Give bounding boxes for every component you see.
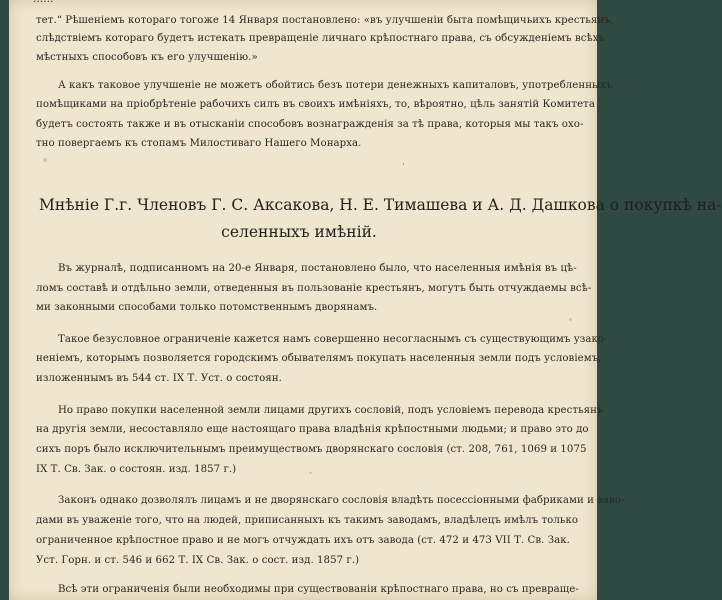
para2-line3: будетъ состоять также и въ отысканіи способовъ вознагражденія за тѣ права, которыя мы такъ охо- — [36, 119, 584, 130]
para1-line3: мѣстныхъ способовъ къ его улучшенію.» — [36, 52, 258, 63]
para6-line2: дами въ уваженіе того, что на людей, приписанныхъ къ такимъ заводамъ, владѣлецъ имѣлъ только — [36, 515, 579, 526]
para1-line2: слѣдствіемъ котораго будетъ истекать превращеніе личнаго крѣпостнаго права, съ обсужденіемъ всѣхъ — [36, 33, 606, 44]
para2-line1: А какъ таковое улучшеніе не можетъ обойтись безъ потери денежныхъ капиталовъ, употребленныхъ — [58, 80, 613, 91]
para5-line2: на другія земли, несоставляло еще настоящаго права владѣнія крѣпостными людьми; и право это до — [36, 424, 589, 435]
top-fragment — [33, 0, 113, 6]
separator-mark: · — [402, 160, 405, 170]
section-heading-line2: селенныхъ имѣній. — [221, 223, 377, 241]
para3-line1: Въ журналѣ, подписанномъ на 20-е Января, постановлено было, что населенныя имѣнія въ цѣ- — [58, 263, 577, 274]
para4-line3: изложеннымъ въ 544 ст. IX Т. Уст. о состоян. — [36, 373, 282, 384]
para3-line3: ми законными способами только потомственнымъ дворянамъ. — [36, 302, 378, 313]
section-heading-line1: Мнѣніе Г.г. Членовъ Г. С. Аксакова, Н. Е. Тимашева и А. Д. Дашкова о покупкѣ на- — [39, 196, 722, 214]
paper-speck — [43, 158, 47, 162]
para3-line2: ломъ составѣ и отдѣльно земли, отведенныя въ пользованіе крестьянъ, могутъ быть отчуждаемы всѣ- — [36, 283, 592, 294]
para4-line1: Такое безусловное ограниченіе кажется намъ совершенно несогласнымъ съ существующимъ узако- — [58, 334, 608, 345]
para5-line3: сихъ поръ было исключительнымъ преимуществомъ дворянскаго сословія (ст. 208, 761, 1069 и 1075 — [36, 444, 587, 455]
para6-line4: Уст. Горн. и ст. 546 и 662 Т. IX Св. Зак. о сост. изд. 1857 г.) — [36, 555, 360, 566]
para1-line1: тет.“ Рѣшеніемъ котораго тогоже 14 Января постановлено: «въ улучшеніи быта помѣщичьихъ крестьянъ, — [36, 15, 614, 26]
para5-line1: Но право покупки населенной земли лицами другихъ сословій, подъ условіемъ перевода крестьянъ — [58, 405, 604, 416]
para4-line2: неніемъ, которымъ позволяется городскимъ обывателямъ покупать населенныя земли подъ условіемъ, — [36, 353, 602, 364]
paper-speck — [309, 472, 312, 474]
para2-line2: помѣщиками на пріобрѣтеніе рабочихъ силъ въ своихъ имѣніяхъ, то, вѣроятно, цѣль занятій Комитета — [36, 99, 595, 110]
para7-line1: Всѣ эти ограниченія были необходимы при существованіи крѣпостнаго права, но съ превраще- — [58, 584, 579, 595]
para2-line4: тно повергаемъ къ стопамъ Милостиваго Нашего Монарха. — [36, 138, 362, 149]
document-page — [9, 0, 722, 600]
paper-speck — [569, 318, 572, 321]
para6-line1: Законъ однако дозволялъ лицамъ и не дворянскаго сословія владѣть посессіонными фабриками и заво- — [58, 495, 625, 506]
para5-line4: IX Т. Св. Зак. о состоян. изд. 1857 г.) — [36, 464, 237, 475]
para6-line3: ограниченное крѣпостное право и не могъ отчуждать ихъ отъ завода (ст. 472 и 473 VII Т. Св. Зак. — [36, 535, 570, 546]
